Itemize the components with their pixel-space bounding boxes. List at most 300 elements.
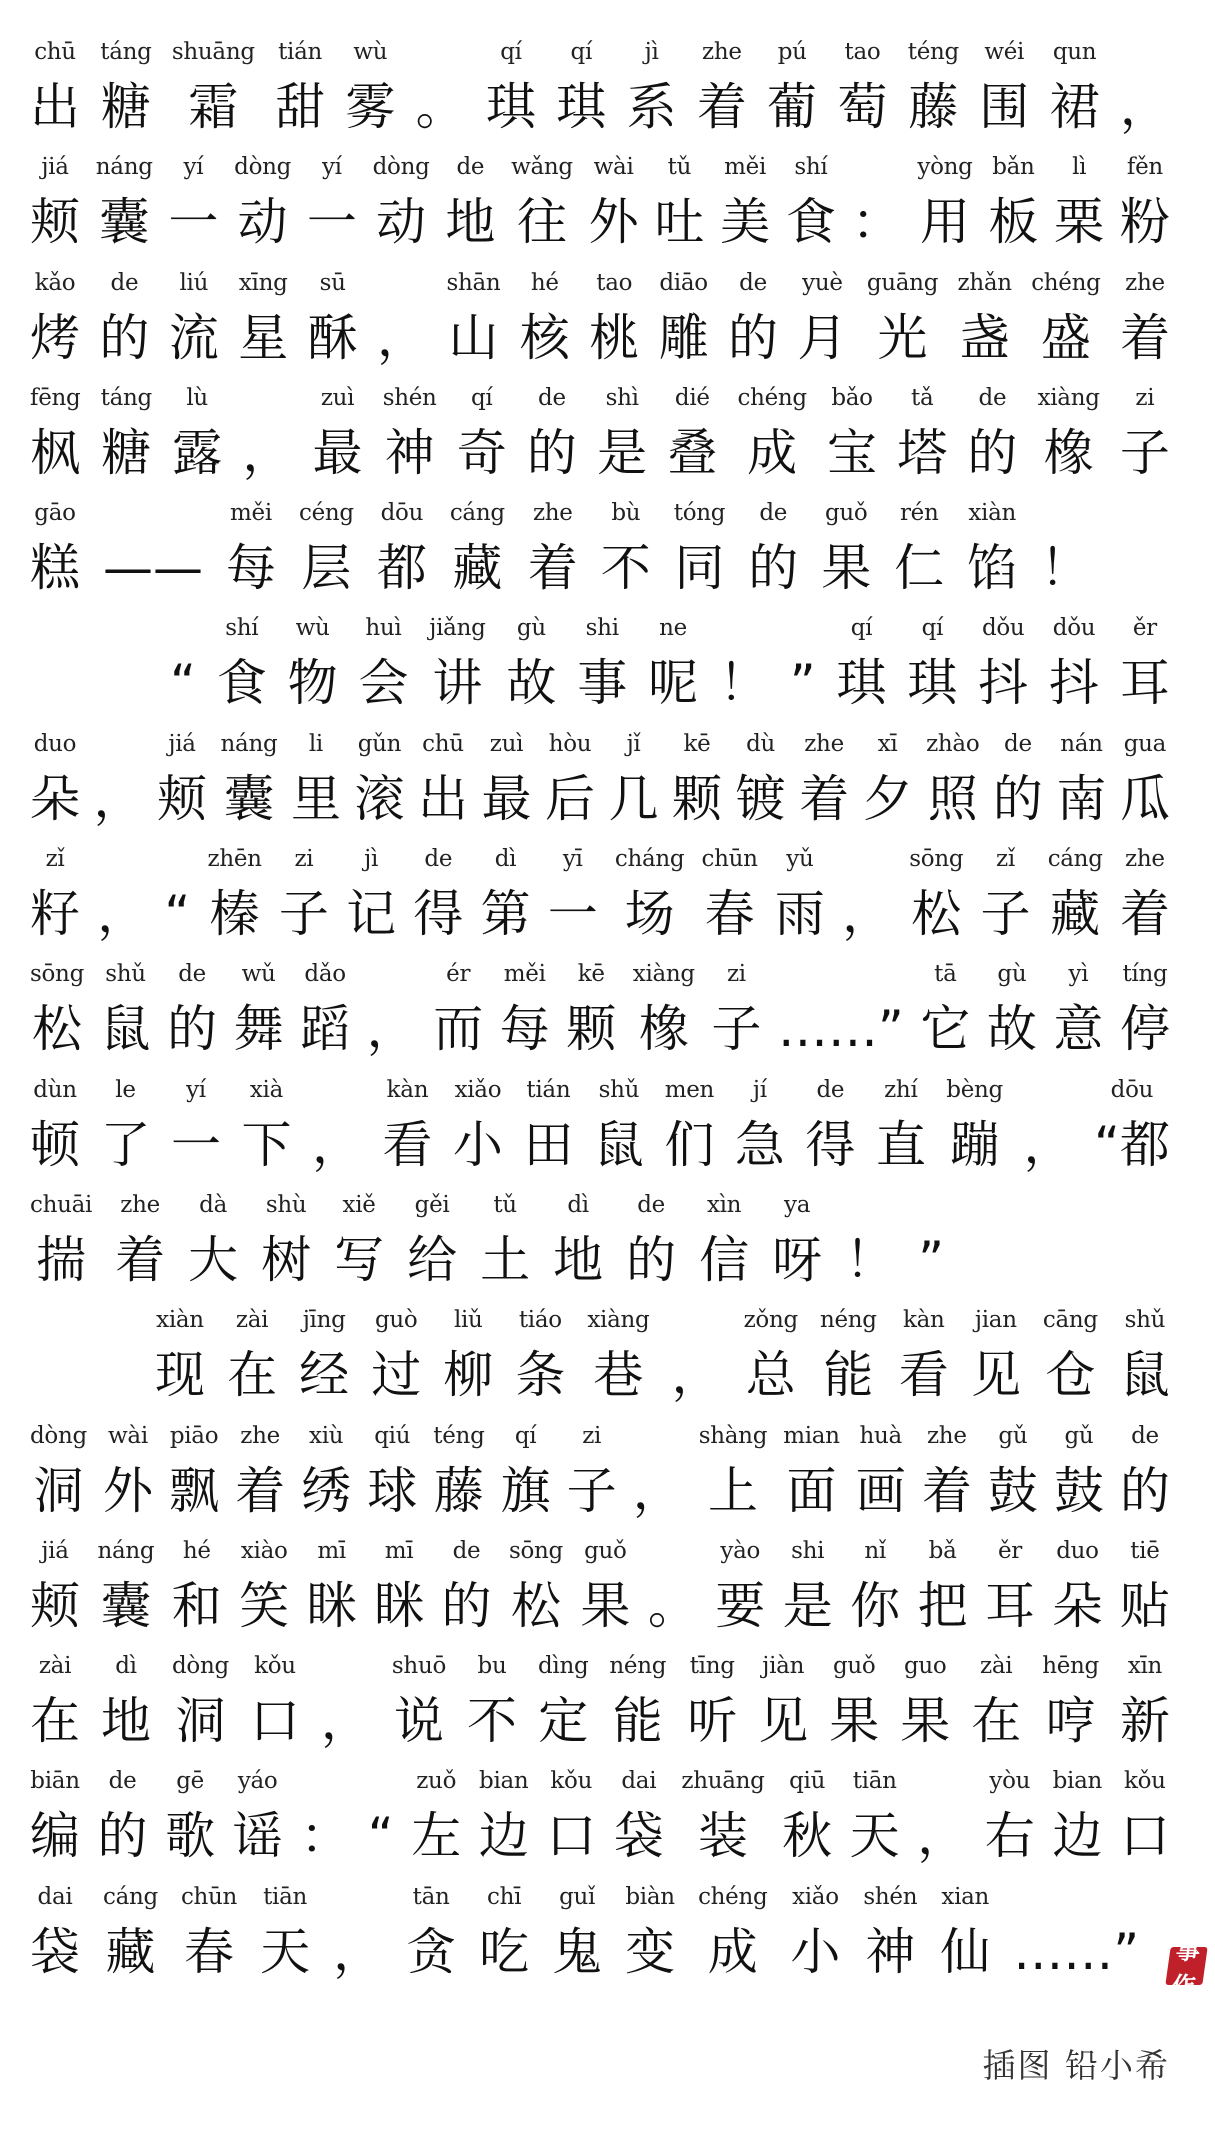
pinyin: ěr bbox=[1132, 615, 1157, 642]
ruby-char bbox=[790, 1881, 840, 1985]
ruby-char bbox=[1023, 1074, 1073, 1178]
pinyin: xian bbox=[941, 1883, 990, 1910]
pinyin: xiù bbox=[309, 1422, 344, 1449]
hanzi: ， bbox=[93, 769, 144, 828]
ruby-char bbox=[527, 382, 577, 486]
pinyin: dai bbox=[621, 1768, 657, 1795]
ruby-char bbox=[850, 1535, 900, 1639]
hanzi: ” bbox=[789, 654, 816, 713]
pinyin: tiān bbox=[263, 1883, 308, 1910]
pinyin: qí bbox=[514, 1422, 537, 1449]
ruby-char bbox=[587, 1304, 649, 1408]
ruby-char bbox=[450, 497, 505, 601]
ruby-char bbox=[506, 612, 556, 716]
pinyin: chū bbox=[34, 39, 76, 65]
ruby-char bbox=[479, 1881, 529, 1985]
ruby-char bbox=[920, 958, 970, 1062]
ruby-char bbox=[155, 1304, 205, 1408]
ruby-char bbox=[481, 728, 531, 832]
ruby-char bbox=[416, 36, 466, 140]
hanzi: 松 bbox=[32, 1000, 82, 1059]
ruby-char bbox=[1040, 497, 1090, 601]
text-line bbox=[30, 1420, 1180, 1535]
hanzi: 几 bbox=[608, 769, 659, 828]
pinyin: liǔ bbox=[453, 1307, 483, 1334]
hanzi: 经 bbox=[299, 1346, 350, 1405]
ruby-char bbox=[648, 1535, 698, 1639]
hanzi: 颗 bbox=[672, 769, 723, 828]
hanzi: 出 bbox=[417, 769, 468, 828]
pinyin: jiá bbox=[41, 1537, 69, 1564]
hanzi: 神 bbox=[865, 1922, 916, 1981]
ruby-char bbox=[100, 1074, 150, 1178]
ruby-char bbox=[615, 843, 684, 947]
ruby-char bbox=[227, 1304, 277, 1408]
hanzi: 左 bbox=[411, 1807, 462, 1866]
pinyin: tián bbox=[278, 39, 323, 65]
ruby-char bbox=[672, 728, 722, 832]
ruby-char bbox=[97, 843, 147, 947]
hanzi: 事 bbox=[577, 654, 628, 713]
pinyin: zhí bbox=[884, 1076, 918, 1103]
pinyin: dì bbox=[567, 1191, 589, 1218]
ruby-char bbox=[711, 958, 761, 1062]
pinyin: tóng bbox=[673, 500, 726, 527]
pinyin: zhe bbox=[1125, 846, 1165, 873]
hanzi: 写 bbox=[334, 1230, 385, 1289]
ruby-char bbox=[486, 36, 536, 140]
text-line bbox=[30, 612, 1180, 727]
hanzi: ……” bbox=[1013, 1922, 1140, 1981]
hanzi: 巷 bbox=[593, 1346, 644, 1405]
ruby-char bbox=[837, 36, 887, 140]
ruby-char bbox=[217, 612, 267, 716]
hanzi: 说 bbox=[393, 1692, 444, 1751]
pinyin: xià bbox=[249, 1076, 284, 1103]
pinyin: zhēn bbox=[207, 846, 262, 873]
ruby-char bbox=[457, 382, 507, 486]
hanzi: 每 bbox=[226, 539, 276, 598]
hanzi: ， bbox=[377, 308, 428, 367]
pinyin: men bbox=[664, 1076, 715, 1103]
pinyin: měi bbox=[503, 961, 546, 988]
hanzi: 洞 bbox=[33, 1461, 84, 1520]
pinyin bbox=[1062, 497, 1069, 529]
ruby-char bbox=[980, 843, 1030, 947]
ruby-char bbox=[659, 267, 709, 371]
ruby-char bbox=[1120, 958, 1170, 1062]
pinyin: zhe bbox=[120, 1191, 160, 1218]
ruby-char bbox=[523, 1074, 573, 1178]
pinyin: liú bbox=[179, 269, 209, 296]
ruby-char bbox=[867, 267, 938, 371]
hanzi: 会 bbox=[358, 654, 409, 713]
ruby-char bbox=[674, 497, 725, 601]
hanzi: 信 bbox=[699, 1230, 750, 1289]
ruby-char bbox=[897, 382, 947, 486]
text-line-row bbox=[30, 1535, 1170, 1639]
ruby-char bbox=[433, 1420, 484, 1524]
hanzi: 朵 bbox=[30, 769, 80, 828]
hanzi: 叠 bbox=[667, 423, 718, 482]
hanzi: 耳 bbox=[1119, 654, 1170, 713]
pinyin: de bbox=[538, 384, 566, 411]
hanzi: 萄 bbox=[837, 78, 888, 136]
hanzi: 蹈 bbox=[300, 1000, 351, 1059]
hanzi: 地 bbox=[553, 1230, 604, 1289]
pinyin: ya bbox=[784, 1191, 811, 1218]
pinyin: yòu bbox=[989, 1768, 1031, 1795]
text-line bbox=[30, 1189, 1180, 1304]
pinyin bbox=[669, 1535, 676, 1567]
pinyin: tān bbox=[412, 1883, 450, 1910]
pinyin bbox=[174, 843, 181, 875]
ruby-char bbox=[918, 1189, 944, 1293]
hanzi: 的 bbox=[99, 308, 150, 367]
hanzi: 讲 bbox=[432, 654, 483, 713]
hanzi: 裙 bbox=[1049, 78, 1100, 136]
pinyin: de bbox=[1131, 1422, 1159, 1449]
hanzi: 不 bbox=[467, 1692, 517, 1751]
ruby-char bbox=[30, 1074, 80, 1178]
ruby-char bbox=[728, 267, 778, 371]
hanzi: 雕 bbox=[658, 308, 709, 367]
ruby-char bbox=[30, 1189, 92, 1293]
hanzi: 藏 bbox=[1050, 885, 1101, 944]
hanzi: “ bbox=[170, 654, 196, 713]
ruby-char bbox=[1054, 151, 1104, 255]
hanzi: ， bbox=[311, 1115, 362, 1174]
text-line bbox=[30, 1535, 1180, 1650]
pinyin: hēng bbox=[1042, 1653, 1099, 1680]
pinyin: qiú bbox=[374, 1422, 411, 1449]
ruby-char bbox=[1043, 1304, 1098, 1408]
hanzi: 榛 bbox=[209, 885, 260, 944]
pinyin: néng bbox=[819, 1307, 877, 1334]
pinyin: xīn bbox=[1127, 1653, 1163, 1680]
ruby-char bbox=[30, 382, 80, 486]
ruby-char bbox=[97, 1535, 154, 1639]
pinyin: zuǒ bbox=[416, 1768, 457, 1795]
hanzi: 。 bbox=[415, 78, 466, 136]
hanzi: 能 bbox=[823, 1346, 874, 1405]
ruby-char bbox=[1042, 1650, 1099, 1754]
pinyin: dǒu bbox=[1052, 615, 1096, 642]
hanzi: 着 bbox=[235, 1461, 286, 1520]
pinyin bbox=[119, 843, 126, 875]
hanzi: 是 bbox=[782, 1576, 833, 1635]
ruby-char bbox=[300, 1765, 350, 1869]
pinyin: shǔ bbox=[105, 961, 146, 988]
ruby-char bbox=[601, 497, 651, 601]
pinyin bbox=[740, 612, 747, 644]
hanzi: 照 bbox=[927, 769, 978, 828]
pinyin: qun bbox=[1052, 39, 1097, 65]
pinyin: chū bbox=[422, 730, 464, 757]
hanzi: 夕 bbox=[862, 769, 913, 828]
text-line-row bbox=[30, 267, 1170, 371]
ruby-char bbox=[672, 1304, 722, 1408]
hanzi: 画 bbox=[855, 1461, 906, 1520]
ruby-char bbox=[958, 267, 1012, 371]
pinyin: tián bbox=[526, 1076, 571, 1103]
pinyin: biān bbox=[30, 1768, 80, 1795]
pinyin bbox=[873, 151, 880, 183]
ruby-char bbox=[515, 1304, 565, 1408]
hanzi: 松 bbox=[510, 1576, 561, 1635]
pinyin: náng bbox=[97, 1537, 155, 1564]
pinyin: zi bbox=[1135, 384, 1155, 411]
ruby-char bbox=[371, 1304, 421, 1408]
hanzi: 把 bbox=[917, 1576, 968, 1635]
hanzi: 面 bbox=[786, 1461, 837, 1520]
pinyin: gěi bbox=[414, 1191, 450, 1218]
hanzi: 一 bbox=[170, 1115, 221, 1174]
text-line-row bbox=[30, 382, 1170, 486]
pinyin: shi bbox=[585, 615, 619, 642]
text-line-row bbox=[30, 497, 1170, 601]
pinyin: hé bbox=[182, 1537, 211, 1564]
ruby-char bbox=[783, 1535, 833, 1639]
pinyin: shuō bbox=[391, 1653, 446, 1680]
pinyin: de bbox=[452, 1537, 481, 1564]
hanzi: 桃 bbox=[589, 308, 640, 367]
hanzi: 故 bbox=[506, 654, 557, 713]
pinyin: dìng bbox=[538, 1653, 589, 1680]
pinyin: wài bbox=[593, 154, 634, 181]
ruby-char bbox=[594, 1074, 644, 1178]
pinyin: yáo bbox=[237, 1768, 278, 1795]
hanzi: 子 bbox=[711, 1000, 762, 1059]
pinyin: dōu bbox=[1110, 1076, 1154, 1103]
pinyin: wéi bbox=[984, 39, 1025, 65]
hanzi: 塔 bbox=[897, 423, 948, 482]
pinyin: náng bbox=[95, 154, 153, 181]
pinyin: tiē bbox=[1130, 1537, 1160, 1564]
hanzi: 耳 bbox=[985, 1576, 1035, 1635]
pinyin: yǔ bbox=[786, 846, 814, 873]
pinyin: xī bbox=[877, 730, 898, 757]
ruby-char bbox=[799, 728, 849, 832]
ruby-char bbox=[234, 151, 291, 255]
hanzi: 你 bbox=[850, 1576, 901, 1635]
ruby-char bbox=[226, 497, 276, 601]
pinyin: dà bbox=[199, 1191, 227, 1218]
pinyin: guǒ bbox=[584, 1537, 627, 1564]
hanzi: “ bbox=[164, 885, 191, 944]
text-line-row bbox=[30, 1074, 1170, 1178]
ruby-char bbox=[172, 1650, 229, 1754]
ruby-char bbox=[172, 1535, 222, 1639]
ruby-char bbox=[208, 843, 262, 947]
hanzi: 的 bbox=[992, 769, 1043, 828]
ruby-char bbox=[1120, 151, 1170, 255]
ruby-char bbox=[368, 1765, 394, 1869]
pinyin: qiū bbox=[789, 1768, 826, 1795]
pinyin: de bbox=[110, 269, 139, 296]
pinyin bbox=[693, 1304, 700, 1336]
ruby-char bbox=[1038, 382, 1100, 486]
hanzi: 鼠 bbox=[100, 1000, 151, 1059]
ruby-char bbox=[1053, 958, 1103, 1062]
hanzi: 停 bbox=[1119, 1000, 1170, 1059]
ruby-char bbox=[30, 958, 84, 1062]
ruby-char bbox=[157, 728, 207, 832]
pinyin: gǔ bbox=[1064, 1422, 1094, 1449]
ruby-char bbox=[307, 1535, 357, 1639]
pinyin: měi bbox=[724, 154, 767, 181]
pinyin: dòng bbox=[372, 154, 430, 181]
pinyin: zǒng bbox=[743, 1307, 798, 1334]
hanzi: 鬼 bbox=[552, 1922, 603, 1981]
pinyin: dùn bbox=[33, 1076, 77, 1103]
hanzi: “都 bbox=[1093, 1115, 1170, 1174]
ruby-char bbox=[687, 1650, 737, 1754]
pinyin: zhuāng bbox=[681, 1768, 765, 1795]
hanzi: 地 bbox=[445, 193, 496, 252]
ruby-char bbox=[188, 1189, 238, 1293]
pinyin bbox=[928, 1189, 935, 1221]
pinyin: de bbox=[739, 269, 767, 296]
hanzi: ： bbox=[851, 193, 902, 252]
ruby-char bbox=[993, 728, 1043, 832]
pinyin: zi bbox=[294, 846, 314, 873]
pinyin: shí bbox=[794, 154, 828, 181]
hanzi: 雨 bbox=[774, 885, 825, 944]
hanzi: 糕 bbox=[30, 539, 80, 598]
hanzi: 霜 bbox=[188, 78, 239, 136]
pinyin bbox=[322, 1765, 329, 1797]
hanzi: ， bbox=[97, 885, 148, 944]
ruby-char bbox=[702, 843, 758, 947]
ruby-char bbox=[367, 1420, 417, 1524]
pinyin: dǒu bbox=[981, 615, 1025, 642]
hanzi: ！ bbox=[845, 1230, 896, 1289]
pinyin: shàng bbox=[698, 1422, 768, 1449]
hanzi: 物 bbox=[287, 654, 338, 713]
hanzi: 神 bbox=[384, 423, 435, 482]
pinyin bbox=[399, 267, 406, 299]
ruby-char bbox=[115, 1189, 165, 1293]
hanzi: 子 bbox=[566, 1461, 617, 1520]
hanzi: 果 bbox=[821, 539, 872, 598]
pinyin: jīng bbox=[302, 1307, 346, 1334]
hanzi: 舞 bbox=[233, 1000, 284, 1059]
hanzi: ” bbox=[918, 1230, 944, 1289]
pinyin: huì bbox=[365, 615, 402, 642]
pinyin: shí bbox=[225, 615, 259, 642]
pinyin: bèng bbox=[946, 1076, 1003, 1103]
hanzi: 谣 bbox=[232, 1807, 283, 1866]
pinyin: fěn bbox=[1126, 154, 1163, 181]
pinyin: zi bbox=[582, 1422, 602, 1449]
pinyin: jiǎng bbox=[429, 615, 486, 642]
pinyin: mī bbox=[317, 1537, 346, 1564]
hanzi: 成 bbox=[707, 1922, 758, 1981]
hanzi: 顿 bbox=[30, 1115, 80, 1174]
hanzi: 地 bbox=[101, 1692, 151, 1751]
pinyin: kē bbox=[683, 730, 711, 757]
ruby-char bbox=[797, 267, 847, 371]
ruby-char bbox=[1120, 1535, 1170, 1639]
text-line-row bbox=[30, 1189, 1170, 1293]
hanzi: 新 bbox=[1119, 1692, 1170, 1751]
pinyin: hòu bbox=[548, 730, 592, 757]
ruby-char bbox=[30, 1650, 80, 1754]
hanzi: 葡 bbox=[767, 78, 818, 136]
pinyin: fēng bbox=[30, 384, 81, 411]
pinyin: měi bbox=[230, 500, 272, 527]
pinyin: zhe bbox=[1125, 269, 1165, 296]
ruby-char bbox=[239, 1535, 289, 1639]
ruby-char bbox=[577, 612, 627, 716]
pinyin bbox=[1045, 1074, 1052, 1106]
ruby-char bbox=[988, 1420, 1038, 1524]
hanzi: 呀 bbox=[772, 1230, 823, 1289]
pinyin: xiào bbox=[240, 1537, 288, 1564]
hanzi: 的 bbox=[748, 539, 799, 598]
pinyin: tǎ bbox=[911, 384, 934, 411]
pinyin: xiě bbox=[342, 1191, 376, 1218]
ruby-char bbox=[169, 267, 219, 371]
pinyin bbox=[437, 36, 444, 68]
pinyin: qí bbox=[850, 615, 873, 642]
ruby-char bbox=[413, 843, 463, 947]
hanzi: 酥 bbox=[307, 308, 358, 367]
pinyin bbox=[115, 728, 122, 760]
ruby-char bbox=[1052, 1765, 1102, 1869]
ruby-char bbox=[165, 1765, 215, 1869]
pinyin: wǎng bbox=[511, 154, 573, 181]
hanzi: 成 bbox=[747, 423, 798, 482]
ruby-char bbox=[633, 1420, 683, 1524]
pinyin: dai bbox=[37, 1883, 73, 1910]
hanzi: 动 bbox=[237, 193, 288, 252]
hanzi: 仙 bbox=[940, 1922, 991, 1981]
ruby-char bbox=[443, 1304, 493, 1408]
hanzi: 囊 bbox=[100, 1576, 151, 1635]
hanzi: 颊 bbox=[30, 1576, 80, 1635]
ruby-char bbox=[312, 1074, 362, 1178]
ruby-char bbox=[30, 1765, 80, 1869]
pinyin: zhǎn bbox=[957, 269, 1012, 296]
text-line bbox=[30, 382, 1180, 497]
hanzi: 甜 bbox=[275, 78, 326, 136]
hanzi: 囊 bbox=[99, 193, 150, 252]
pinyin: tǔ bbox=[667, 154, 692, 181]
ruby-char bbox=[681, 1765, 764, 1869]
ruby-char bbox=[699, 1189, 749, 1293]
hanzi: 歌 bbox=[165, 1807, 216, 1866]
ruby-char bbox=[479, 1765, 529, 1869]
ruby-char bbox=[940, 1881, 990, 1985]
pinyin: de bbox=[108, 1768, 137, 1795]
pinyin: diāo bbox=[659, 269, 708, 296]
hanzi: 南 bbox=[1056, 769, 1107, 828]
ruby-char bbox=[967, 382, 1017, 486]
pinyin: guǐ bbox=[559, 1883, 596, 1910]
ruby-char bbox=[168, 151, 218, 255]
hanzi: 边 bbox=[478, 1807, 529, 1866]
ruby-char bbox=[805, 1074, 855, 1178]
pinyin: yào bbox=[720, 1537, 761, 1564]
pinyin: céng bbox=[299, 500, 354, 527]
ruby-char bbox=[511, 151, 573, 255]
pinyin: gù bbox=[516, 615, 546, 642]
ruby-char bbox=[313, 382, 363, 486]
pinyin: zǐ bbox=[45, 846, 65, 873]
pinyin: zài bbox=[235, 1307, 269, 1334]
